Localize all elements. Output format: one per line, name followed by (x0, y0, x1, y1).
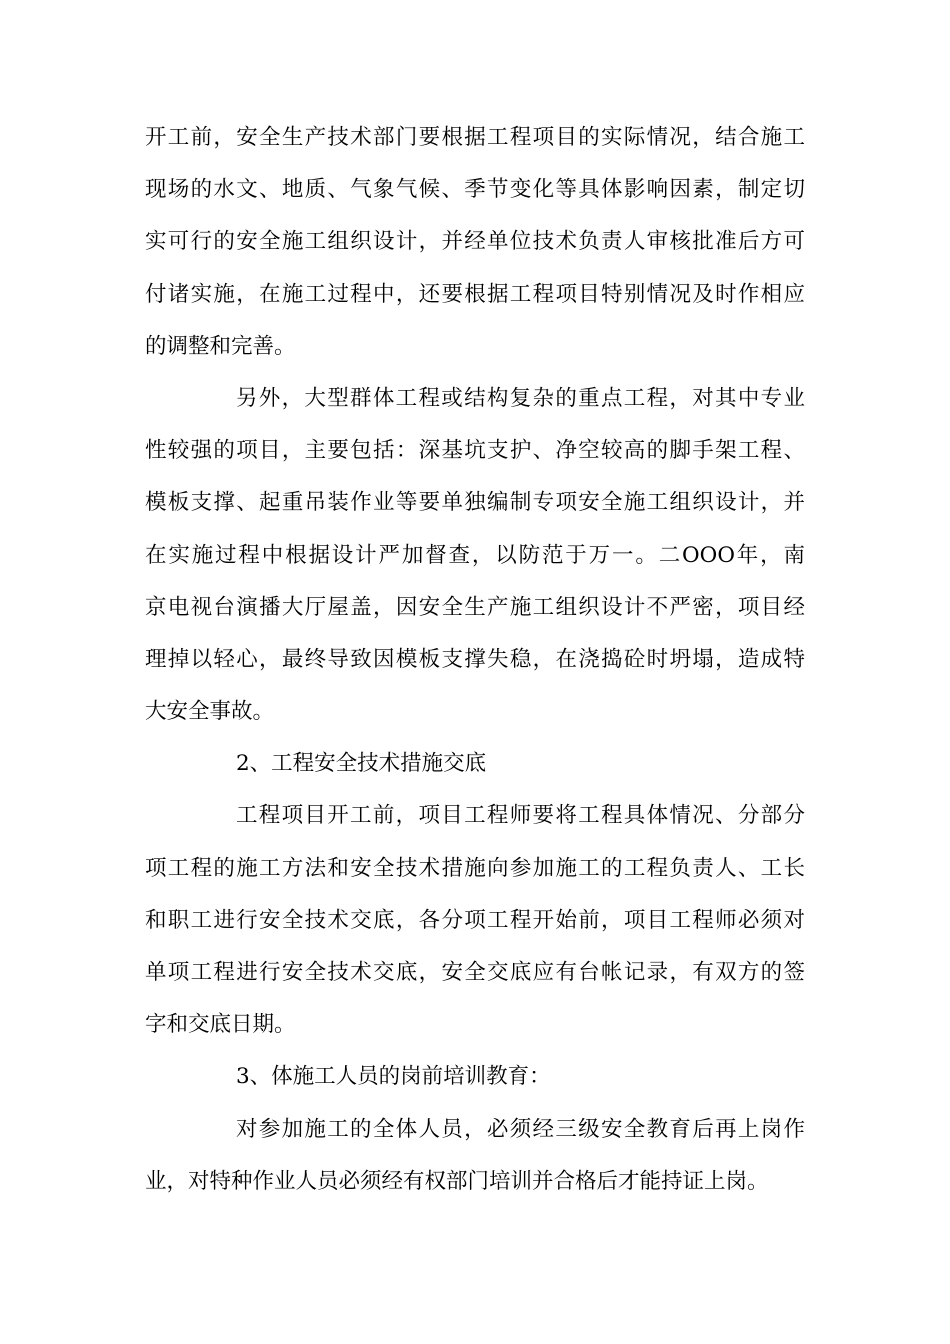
text-line: 京电视台演播大厅屋盖，因安全生产施工组织设计不严密，项目经 (145, 594, 805, 620)
section-heading-pre-job-training (145, 1051, 805, 1103)
text-line: 的调整和完善。 (145, 333, 296, 359)
text-line: 开工前，安全生产技术部门要根据工程项目的实际情况，结合施工 (145, 125, 805, 150)
text-line: 付诸实施，在施工过程中，还要根据工程项目特别情况及时作相应 (145, 281, 805, 307)
paragraph-special-projects (145, 373, 805, 738)
text-line: 单项工程进行安全技术交底，安全交底应有台帐记录，有双方的签 (145, 960, 805, 985)
text-line: 模板支撑、起重吊装作业等要单独编制专项安全施工组织设计，并 (145, 490, 805, 516)
text-line: 工程项目开工前，项目工程师要将工程具体情况、分部分 (236, 803, 805, 829)
text-line: 在实施过程中根据设计严加督查，以防范于万一。二OOO年，南 (145, 542, 805, 568)
text-line: 现场的水文、地质、气象气候、季节变化等具体影响因素，制定切 (145, 177, 805, 203)
text-line: 对参加施工的全体人员，必须经三级安全教育后再上岗作 (236, 1116, 805, 1142)
text-line: 大安全事故。 (145, 699, 275, 725)
section-heading-technical-briefing (145, 738, 805, 790)
text-line: 字和交底日期。 (145, 1012, 296, 1038)
paragraph-pre-job-training (145, 1104, 805, 1208)
text-line: 理掉以轻心，最终导致因模板支撑失稳，在浇捣砼时坍塌，造成特 (145, 646, 805, 672)
text-line: 业，对特种作业人员必须经有权部门培训并合格后才能持证上岗。 (145, 1168, 769, 1194)
text-line: 性较强的项目，主要包括：深基坑支护、净空较高的脚手架工程、 (145, 438, 805, 464)
paragraph-safety-design (145, 112, 805, 373)
document-body (145, 112, 805, 1208)
heading-text: 3、体施工人员的岗前培训教育： (236, 1064, 551, 1090)
text-line: 和职工进行安全技术交底，各分项工程开始前，项目工程师必须对 (145, 907, 805, 933)
paragraph-technical-briefing (145, 790, 805, 1051)
text-line: 项工程的施工方法和安全技术措施向参加施工的工程负责人、工长 (145, 855, 805, 881)
heading-text: 2、工程安全技术措施交底 (236, 751, 487, 777)
text-line: 实可行的安全施工组织设计，并经单位技术负责人审核批准后方可 (145, 229, 805, 255)
text-line: 另外，大型群体工程或结构复杂的重点工程，对其中专业 (236, 385, 805, 411)
